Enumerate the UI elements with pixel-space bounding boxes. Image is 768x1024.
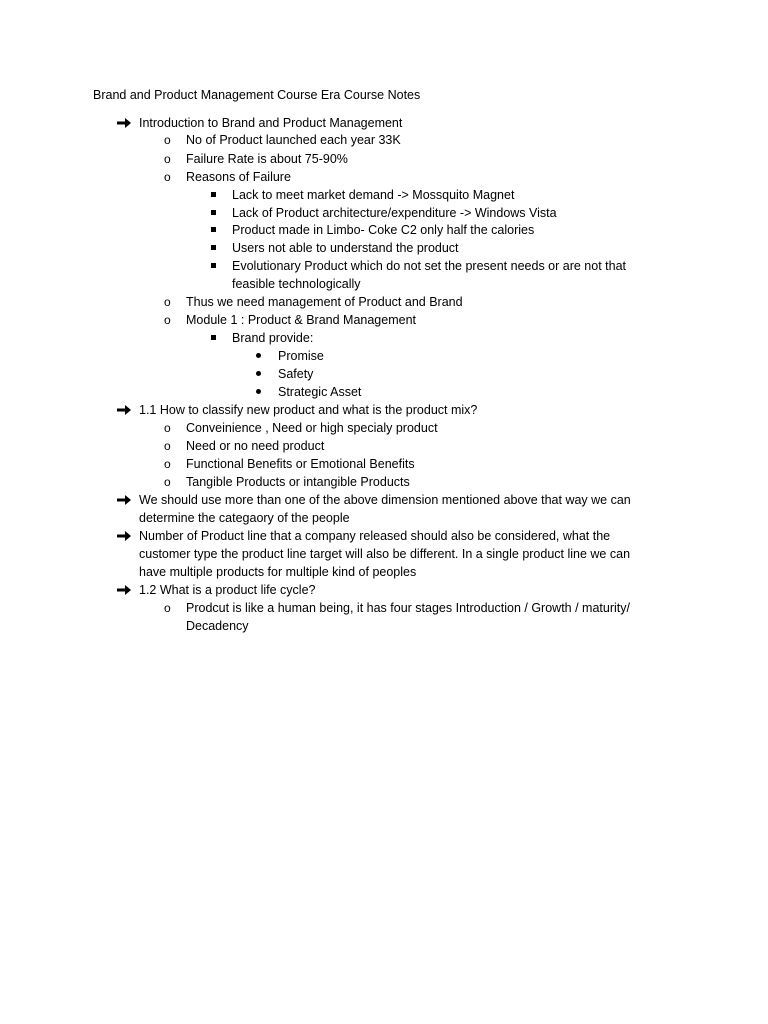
circle-bullet-icon: o (164, 133, 171, 147)
square-bullet-icon (211, 221, 216, 232)
disc-bullet-icon (256, 347, 261, 358)
list-item-text: Conveinience , Need or high specialy product (186, 421, 438, 435)
square-bullet-icon (211, 204, 216, 215)
list-item-text: Decadency (186, 619, 249, 633)
list-item-text: Introduction to Brand and Product Management (139, 116, 403, 130)
list-item-text: Thus we need management of Product and Brand (186, 295, 463, 309)
list-item-text: Functional Benefits or Emotional Benefits (186, 457, 415, 471)
list-item-text: customer type the product line target will also be different. In a single product line we can (139, 547, 631, 561)
circle-bullet-icon: o (164, 152, 171, 166)
list-item-text: Lack of Product architecture/expenditure -> Windows Vista (232, 206, 557, 220)
circle-bullet-icon: o (164, 601, 171, 615)
circle-bullet-icon: o (164, 170, 171, 184)
arrow-bullet-icon (117, 114, 131, 129)
list-item-text: We should use more than one of the above dimension mentioned above that way we can (139, 493, 631, 507)
list-item-text: Failure Rate is about 75-90% (186, 152, 348, 166)
arrow-bullet-icon (117, 527, 131, 542)
list-item-text: Promise (278, 349, 324, 363)
list-item-text: have multiple products for multiple kind of peoples (139, 565, 417, 579)
circle-bullet-icon: o (164, 475, 171, 489)
list-item-text: No of Product launched each year 33K (186, 133, 401, 147)
list-item-text: 1.1 How to classify new product and what is the product mix? (139, 403, 478, 417)
list-item-text: Need or no need product (186, 439, 325, 453)
square-bullet-icon (211, 239, 216, 250)
arrow-bullet-icon (117, 491, 131, 506)
circle-bullet-icon: o (164, 439, 171, 453)
list-item-text: Safety (278, 367, 314, 381)
list-item-text: Reasons of Failure (186, 170, 291, 184)
list-item-text: Lack to meet market demand -> Mossquito Magnet (232, 188, 515, 202)
circle-bullet-icon: o (164, 295, 171, 309)
square-bullet-icon (211, 257, 216, 268)
circle-bullet-icon: o (164, 313, 171, 327)
arrow-bullet-icon (117, 581, 131, 596)
circle-bullet-icon: o (164, 457, 171, 471)
list-item-text: Strategic Asset (278, 385, 362, 399)
list-item-text: Evolutionary Product which do not set the present needs or are not that (232, 259, 626, 273)
list-item-text: determine the categaory of the people (139, 511, 350, 525)
square-bullet-icon (211, 186, 216, 197)
list-item-text: feasible technologically (232, 277, 361, 291)
list-item-text: Brand provide: (232, 331, 314, 345)
arrow-bullet-icon (117, 401, 131, 416)
square-bullet-icon (211, 329, 216, 340)
list-item-text: Product made in Limbo- Coke C2 only half the calories (232, 223, 535, 237)
circle-bullet-icon: o (164, 421, 171, 435)
disc-bullet-icon (256, 383, 261, 394)
list-item-text: Users not able to understand the product (232, 241, 459, 255)
list-item-text: Prodcut is like a human being, it has four stages Introduction / Growth / maturity/ (186, 601, 630, 615)
list-item-text: Tangible Products or intangible Products (186, 475, 410, 489)
list-item-text: Number of Product line that a company released should also be considered, what the (139, 529, 611, 543)
disc-bullet-icon (256, 365, 261, 376)
list-item-text: 1.2 What is a product life cycle? (139, 583, 316, 597)
document-title: Brand and Product Management Course Era Course Notes (93, 88, 421, 102)
list-item-text: Module 1 : Product & Brand Management (186, 313, 416, 327)
